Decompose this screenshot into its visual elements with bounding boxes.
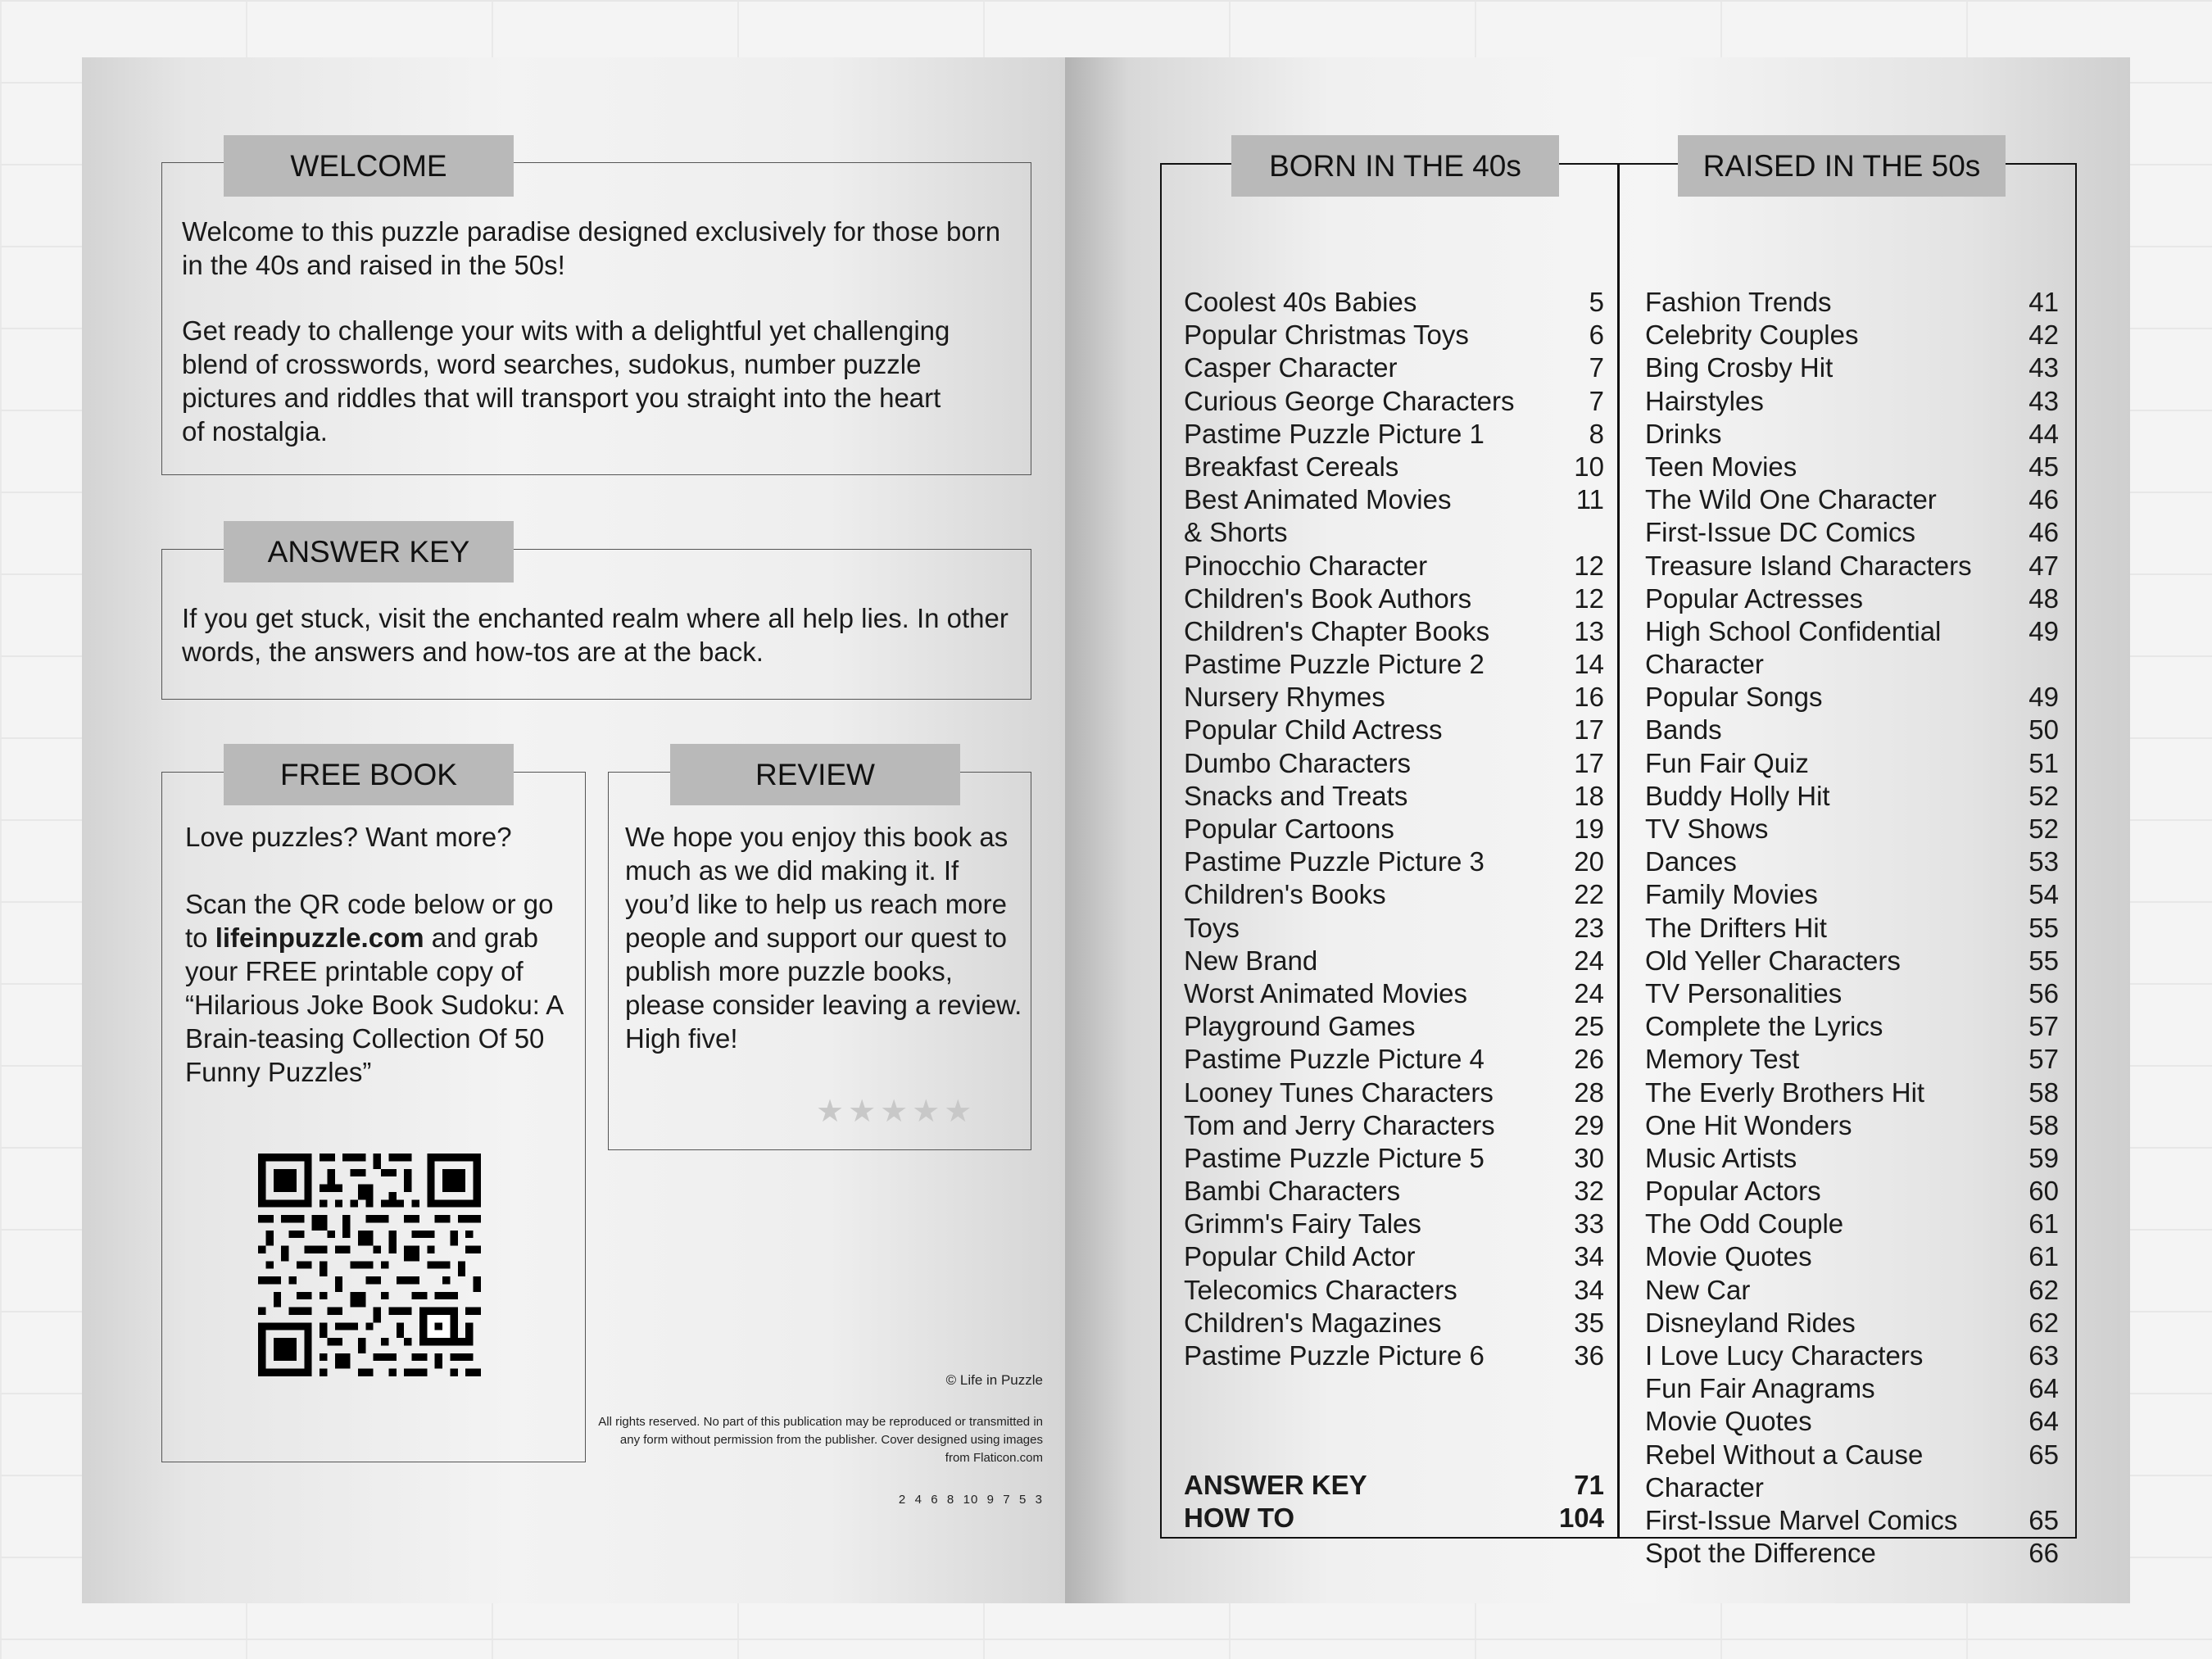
- toc-entry[interactable]: [1645, 352, 2059, 385]
- toc-entry[interactable]: [1645, 386, 2059, 419]
- toc-entry-label: Pastime Puzzle Picture 1: [1184, 418, 1484, 449]
- qr-code[interactable]: [258, 1154, 481, 1376]
- toc-entry-page: 61: [2028, 1241, 2059, 1272]
- toc-entry-label: Looney Tunes Characters: [1184, 1077, 1494, 1108]
- toc-entry-label: Bambi Characters: [1184, 1176, 1401, 1207]
- toc-entry-page: 49: [2028, 615, 2059, 646]
- toc-entry-page: 45: [2028, 451, 2059, 482]
- toc-entry[interactable]: [1184, 1208, 1604, 1241]
- toc-entry-label: I Love Lucy Characters: [1645, 1340, 1924, 1371]
- toc-entry[interactable]: [1645, 846, 2059, 879]
- toc-entry-page: 47: [2028, 550, 2059, 581]
- toc-entry-label: Fun Fair Anagrams: [1645, 1373, 1875, 1404]
- toc-entry[interactable]: [1645, 1439, 2059, 1472]
- toc-entry-label: Memory Test: [1645, 1044, 1800, 1075]
- toc-entry-page: 5: [1589, 287, 1604, 317]
- toc-entry[interactable]: [1184, 551, 1604, 583]
- toc-entry-page: 33: [1574, 1208, 1604, 1240]
- toc-entry[interactable]: [1184, 1470, 1604, 1503]
- toc-entry[interactable]: [1645, 1308, 2059, 1340]
- toc-entry-label: Pastime Puzzle Picture 6: [1184, 1340, 1484, 1371]
- toc-entry[interactable]: [1645, 814, 2059, 846]
- toc-entry-page: 11: [1575, 484, 1604, 515]
- born-40s-tab: BORN IN THE 40s: [1231, 135, 1559, 197]
- toc-entry[interactable]: [1645, 1340, 2059, 1373]
- toc-entry[interactable]: [1645, 879, 2059, 912]
- toc-entry-page: 13: [1574, 615, 1604, 646]
- toc-entry-label: Rebel Without a Cause: [1645, 1439, 1924, 1470]
- toc-entry-label: Pastime Puzzle Picture 3: [1184, 846, 1484, 877]
- left-page: [82, 57, 1147, 1603]
- toc-entry[interactable]: [1645, 419, 2059, 451]
- toc-entry-label: Teen Movies: [1645, 451, 1797, 482]
- toc-entry-page: 56: [2028, 977, 2059, 1009]
- toc-entry-label: Fashion Trends: [1645, 287, 1832, 317]
- toc-entry-page: 7: [1589, 385, 1604, 416]
- toc-entry[interactable]: [1184, 1110, 1604, 1143]
- toc-entry-page: 24: [1574, 945, 1604, 976]
- review-text: We hope you enjoy this book as much as we did making it. If you’d like to help us reach more people and support our quest to publish more puzzle books, please consider leaving a review. High five!: [625, 822, 1022, 1054]
- toc-entry-page: 104: [1558, 1503, 1604, 1534]
- toc-entry[interactable]: [1645, 913, 2059, 945]
- toc-entry[interactable]: [1184, 451, 1604, 484]
- toc-entry-label: Pastime Puzzle Picture 2: [1184, 649, 1484, 680]
- toc-entry-label: & Shorts: [1184, 517, 1288, 548]
- toc-entry-label: Popular Actresses: [1645, 582, 1863, 614]
- toc-entry-label: Worst Animated Movies: [1184, 977, 1468, 1009]
- toc-entry[interactable]: [1645, 551, 2059, 583]
- toc-entry-label: The Everly Brothers Hit: [1645, 1077, 1925, 1108]
- toc-entry-label: Coolest 40s Babies: [1184, 287, 1417, 317]
- toc-entry[interactable]: [1184, 1275, 1604, 1308]
- toc-entry-page: 14: [1574, 649, 1604, 680]
- toc-entry-label: Complete the Lyrics: [1645, 1011, 1883, 1042]
- toc-entry-label: Playground Games: [1184, 1011, 1416, 1042]
- toc-entry[interactable]: [1184, 879, 1604, 912]
- toc-entry-label: Curious George Characters: [1184, 385, 1515, 416]
- toc-entry-page: 34: [1574, 1241, 1604, 1272]
- toc-entry-page: 20: [1574, 846, 1604, 877]
- toc-entry-page: 42: [2028, 320, 2059, 351]
- toc-entry-page: 66: [2028, 1538, 2059, 1569]
- toc-entry[interactable]: [1184, 419, 1604, 451]
- toc-entry-label: HOW TO: [1184, 1503, 1295, 1534]
- toc-entry[interactable]: [1184, 682, 1604, 714]
- toc-entry-label: Celebrity Couples: [1645, 320, 1859, 351]
- toc-entry[interactable]: [1184, 1077, 1604, 1110]
- toc-entry-page: 64: [2028, 1373, 2059, 1404]
- toc-entry-page: 41: [2028, 287, 2059, 317]
- toc-entry[interactable]: [1645, 1275, 2059, 1308]
- toc-entry-page: 30: [1574, 1142, 1604, 1173]
- toc-entry-page: 8: [1589, 418, 1604, 449]
- toc-entry-label: Movie Quotes: [1645, 1241, 1812, 1272]
- toc-entry-page: 50: [2028, 714, 2059, 746]
- toc-list-40s: [1184, 287, 1604, 1373]
- toc-entry[interactable]: [1184, 1503, 1604, 1535]
- toc-entry-label: Casper Character: [1184, 352, 1398, 383]
- toc-entry-page: 51: [2028, 747, 2059, 778]
- toc-entry[interactable]: [1645, 1472, 2059, 1505]
- toc-entry[interactable]: [1645, 945, 2059, 978]
- toc-entry-label: TV Personalities: [1645, 977, 1843, 1009]
- toc-entry[interactable]: [1645, 517, 2059, 550]
- toc-entry[interactable]: [1184, 714, 1604, 747]
- toc-entry-page: 6: [1589, 320, 1604, 351]
- toc-entry-label: Bing Crosby Hit: [1645, 352, 1834, 383]
- toc-entry-label: Old Yeller Characters: [1645, 945, 1901, 976]
- toc-entry-label: Disneyland Rides: [1645, 1307, 1856, 1338]
- toc-entry-page: 52: [2028, 780, 2059, 811]
- toc-entry-page: 64: [2028, 1406, 2059, 1437]
- toc-entry[interactable]: [1645, 287, 2059, 320]
- rating-stars[interactable]: ★★★★★: [816, 1095, 977, 1129]
- toc-entry-page: 55: [2028, 945, 2059, 976]
- toc-entry[interactable]: [1645, 1110, 2059, 1143]
- toc-entry[interactable]: [1645, 714, 2059, 747]
- toc-entry[interactable]: [1184, 583, 1604, 616]
- toc-entry[interactable]: [1184, 945, 1604, 978]
- welcome-paragraph-2: Get ready to challenge your wits with a delightful yet challenging blend of crosswords, word searches, sudokus, number puzzle pictures and riddles that will transport you straight into the heart of nostalgia.: [182, 315, 950, 446]
- toc-entry-label: Fun Fair Quiz: [1645, 747, 1809, 778]
- welcome-tab: WELCOME: [224, 135, 514, 197]
- toc-entry-label: Nursery Rhymes: [1184, 682, 1385, 713]
- toc-entry[interactable]: [1184, 386, 1604, 419]
- toc-entry-page: 43: [2028, 385, 2059, 416]
- answer-key-text: If you get stuck, visit the enchanted realm where all help lies. In other words, the answers and how-tos are at the back.: [182, 603, 1009, 667]
- toc-entry-label: Best Animated Movies: [1184, 484, 1452, 515]
- toc-entry-page: 24: [1574, 977, 1604, 1009]
- toc-entry-label: Bands: [1645, 714, 1722, 746]
- toc-entry-page: 28: [1574, 1077, 1604, 1108]
- toc-entry-label: Buddy Holly Hit: [1645, 780, 1830, 811]
- review-tab: REVIEW: [670, 744, 960, 805]
- print-line: 2 4 6 8 10 9 7 5 3: [898, 1493, 1043, 1507]
- toc-entry[interactable]: [1645, 320, 2059, 352]
- toc-entry[interactable]: [1645, 1538, 2059, 1571]
- toc-entry-label: Tom and Jerry Characters: [1184, 1109, 1495, 1140]
- toc-entry-page: 46: [2028, 517, 2059, 548]
- toc-entry-page: 54: [2028, 879, 2059, 910]
- toc-entry[interactable]: [1645, 1208, 2059, 1241]
- toc-entry[interactable]: [1184, 352, 1604, 385]
- toc-entry-label: The Odd Couple: [1645, 1208, 1844, 1240]
- toc-entry-label: Pastime Puzzle Picture 5: [1184, 1142, 1484, 1173]
- toc-entry-label: Family Movies: [1645, 879, 1818, 910]
- toc-entry[interactable]: [1184, 1340, 1604, 1373]
- toc-entry-page: 17: [1574, 714, 1604, 746]
- toc-entry-page: 71: [1574, 1470, 1604, 1500]
- toc-entry-label: The Wild One Character: [1645, 484, 1937, 515]
- toc-entry[interactable]: [1645, 1044, 2059, 1077]
- toc-entry[interactable]: [1645, 682, 2059, 714]
- rights-notice: All rights reserved. No part of this publication may be reproduced or transmitted in any form without permission from the publisher. Cover designed using images from Flaticon.com: [598, 1415, 1043, 1465]
- toc-entry-page: 43: [2028, 352, 2059, 383]
- toc-entry-page: 59: [2028, 1142, 2059, 1173]
- toc-entry-label: Children's Book Authors: [1184, 582, 1472, 614]
- toc-entry-page: 44: [2028, 418, 2059, 449]
- toc-entry-label: First-Issue DC Comics: [1645, 517, 1916, 548]
- toc-entry-page: 26: [1574, 1044, 1604, 1075]
- toc-entry-label: Children's Chapter Books: [1184, 615, 1490, 646]
- toc-entry[interactable]: [1184, 978, 1604, 1011]
- toc-entry-page: 65: [2028, 1504, 2059, 1535]
- toc-entry[interactable]: [1184, 616, 1604, 649]
- toc-entry-page: 63: [2028, 1340, 2059, 1371]
- toc-entry[interactable]: [1645, 1077, 2059, 1110]
- toc-entry-page: 36: [1574, 1340, 1604, 1371]
- toc-entry[interactable]: [1184, 846, 1604, 879]
- toc-entry[interactable]: [1184, 517, 1604, 550]
- toc-entry-page: 62: [2028, 1307, 2059, 1338]
- toc-entry-label: Movie Quotes: [1645, 1406, 1812, 1437]
- toc-entry-label: The Drifters Hit: [1645, 912, 1827, 943]
- toc-entry-label: Character: [1645, 1471, 1764, 1503]
- toc-entry-label: Character: [1645, 649, 1764, 680]
- toc-entry-page: 55: [2028, 912, 2059, 943]
- toc-divider: [1617, 163, 1620, 1539]
- toc-entry[interactable]: [1184, 287, 1604, 320]
- free-book-intro: Love puzzles? Want more?: [185, 822, 512, 852]
- toc-entry-label: Children's Books: [1184, 879, 1386, 910]
- toc-entry[interactable]: [1184, 781, 1604, 814]
- toc-entry[interactable]: [1645, 1011, 2059, 1044]
- right-page: [1065, 57, 2130, 1603]
- toc-entry-page: 58: [2028, 1077, 2059, 1108]
- toc-entry-page: 62: [2028, 1274, 2059, 1305]
- toc-entry[interactable]: [1184, 748, 1604, 781]
- toc-entry-page: 12: [1574, 550, 1604, 581]
- toc-entry-label: New Car: [1645, 1274, 1751, 1305]
- free-book-text: [185, 887, 570, 1089]
- toc-entry[interactable]: [1645, 1406, 2059, 1439]
- toc-entry-page: 23: [1574, 912, 1604, 943]
- toc-entry-page: 7: [1589, 352, 1604, 383]
- toc-entry-page: 12: [1574, 582, 1604, 614]
- toc-entry-label: Snacks and Treats: [1184, 780, 1408, 811]
- toc-entry[interactable]: [1645, 583, 2059, 616]
- toc-entry[interactable]: [1645, 484, 2059, 517]
- toc-list-50s: [1645, 287, 2059, 1571]
- toc-entry[interactable]: [1645, 1241, 2059, 1274]
- toc-entry-label: Grimm's Fairy Tales: [1184, 1208, 1421, 1240]
- toc-entry-label: Popular Songs: [1645, 682, 1823, 713]
- toc-entry-page: 19: [1574, 814, 1604, 844]
- toc-entry-label: Breakfast Cereals: [1184, 451, 1399, 482]
- toc-entry-label: Children's Magazines: [1184, 1307, 1442, 1338]
- toc-entry-page: 34: [1574, 1274, 1604, 1305]
- toc-entry-label: High School Confidential: [1645, 615, 1942, 646]
- toc-entry[interactable]: [1184, 1011, 1604, 1044]
- toc-entry-page: 17: [1574, 747, 1604, 778]
- toc-entry[interactable]: [1184, 1241, 1604, 1274]
- toc-entry[interactable]: [1645, 1176, 2059, 1208]
- toc-entry-page: 57: [2028, 1011, 2059, 1042]
- toc-entry-label: TV Shows: [1645, 814, 1769, 844]
- toc-entry-label: Music Artists: [1645, 1142, 1797, 1173]
- toc-entry-page: 52: [2028, 814, 2059, 844]
- toc-entry-label: Popular Child Actor: [1184, 1241, 1416, 1272]
- toc-entry-page: 57: [2028, 1044, 2059, 1075]
- toc-entry-page: 61: [2028, 1208, 2059, 1240]
- toc-entry[interactable]: [1184, 1308, 1604, 1340]
- toc-entry-label: First-Issue Marvel Comics: [1645, 1504, 1958, 1535]
- toc-entry-page: 65: [2028, 1439, 2059, 1470]
- toc-entry-page: 29: [1574, 1109, 1604, 1140]
- toc-entry-label: Toys: [1184, 912, 1240, 943]
- toc-entry[interactable]: [1184, 484, 1604, 517]
- copyright: © Life in Puzzle: [945, 1372, 1043, 1388]
- toc-entry-label: New Brand: [1184, 945, 1318, 976]
- toc-entry-label: Popular Actors: [1645, 1176, 1821, 1207]
- toc-entry[interactable]: [1645, 616, 2059, 649]
- toc-entry[interactable]: [1184, 649, 1604, 682]
- toc-entry[interactable]: [1645, 1505, 2059, 1538]
- toc-entry-label: Popular Cartoons: [1184, 814, 1394, 844]
- toc-entry-label: Telecomics Characters: [1184, 1274, 1457, 1305]
- toc-entry-page: 22: [1574, 879, 1604, 910]
- toc-entry-label: Pastime Puzzle Picture 4: [1184, 1044, 1484, 1075]
- toc-entry[interactable]: [1645, 781, 2059, 814]
- toc-entry-label: Hairstyles: [1645, 385, 1764, 416]
- toc-entry-page: 53: [2028, 846, 2059, 877]
- toc-entry[interactable]: [1645, 649, 2059, 682]
- toc-entry-page: 18: [1574, 780, 1604, 811]
- toc-entry[interactable]: [1184, 814, 1604, 846]
- toc-entry-label: Drinks: [1645, 418, 1722, 449]
- toc-entry-page: 32: [1574, 1176, 1604, 1207]
- toc-entry[interactable]: [1184, 1176, 1604, 1208]
- toc-entry-page: 10: [1574, 451, 1604, 482]
- toc-entry-page: 58: [2028, 1109, 2059, 1140]
- free-book-text-before: Scan the QR code below or go to: [185, 889, 554, 953]
- toc-entry-label: Spot the Difference: [1645, 1538, 1876, 1569]
- toc-entry-page: 46: [2028, 484, 2059, 515]
- raised-50s-tab: RAISED IN THE 50s: [1678, 135, 2006, 197]
- toc-entry[interactable]: [1645, 1143, 2059, 1176]
- answer-key-tab: ANSWER KEY: [224, 521, 514, 582]
- toc-entry-page: 48: [2028, 582, 2059, 614]
- toc-entry[interactable]: [1184, 320, 1604, 352]
- toc-entry[interactable]: [1184, 913, 1604, 945]
- toc-entry[interactable]: [1645, 451, 2059, 484]
- toc-entry-label: Popular Christmas Toys: [1184, 320, 1469, 351]
- toc-entry-label: Dumbo Characters: [1184, 747, 1411, 778]
- free-book-tab: FREE BOOK: [224, 744, 514, 805]
- toc-entry-label: One Hit Wonders: [1645, 1109, 1852, 1140]
- free-book-link[interactable]: lifeinpuzzle.com: [215, 922, 424, 953]
- toc-entry[interactable]: [1645, 1373, 2059, 1406]
- toc-entry-label: Pinocchio Character: [1184, 550, 1428, 581]
- toc-entry[interactable]: [1645, 978, 2059, 1011]
- toc-list-footer: [1184, 1470, 1604, 1535]
- toc-entry-page: 16: [1574, 682, 1604, 713]
- toc-entry-page: 60: [2028, 1176, 2059, 1207]
- toc-entry[interactable]: [1184, 1143, 1604, 1176]
- toc-entry[interactable]: [1184, 1044, 1604, 1077]
- toc-entry-page: 49: [2028, 682, 2059, 713]
- toc-entry-label: Treasure Island Characters: [1645, 550, 1972, 581]
- toc-entry-page: 25: [1574, 1011, 1604, 1042]
- welcome-paragraph-1: Welcome to this puzzle paradise designed exclusively for those born in the 40s and raised in the 50s!: [182, 216, 1001, 280]
- toc-entry-label: ANSWER KEY: [1184, 1470, 1367, 1500]
- toc-entry-page: 35: [1574, 1307, 1604, 1338]
- free-book-text-after: and grab your FREE printable copy of “Hilarious Joke Book Sudoku: A Brain-teasing Collection Of 50 Funny Puzzles”: [185, 922, 563, 1087]
- toc-entry[interactable]: [1645, 748, 2059, 781]
- toc-entry-label: Dances: [1645, 846, 1737, 877]
- toc-entry-label: Popular Child Actress: [1184, 714, 1443, 746]
